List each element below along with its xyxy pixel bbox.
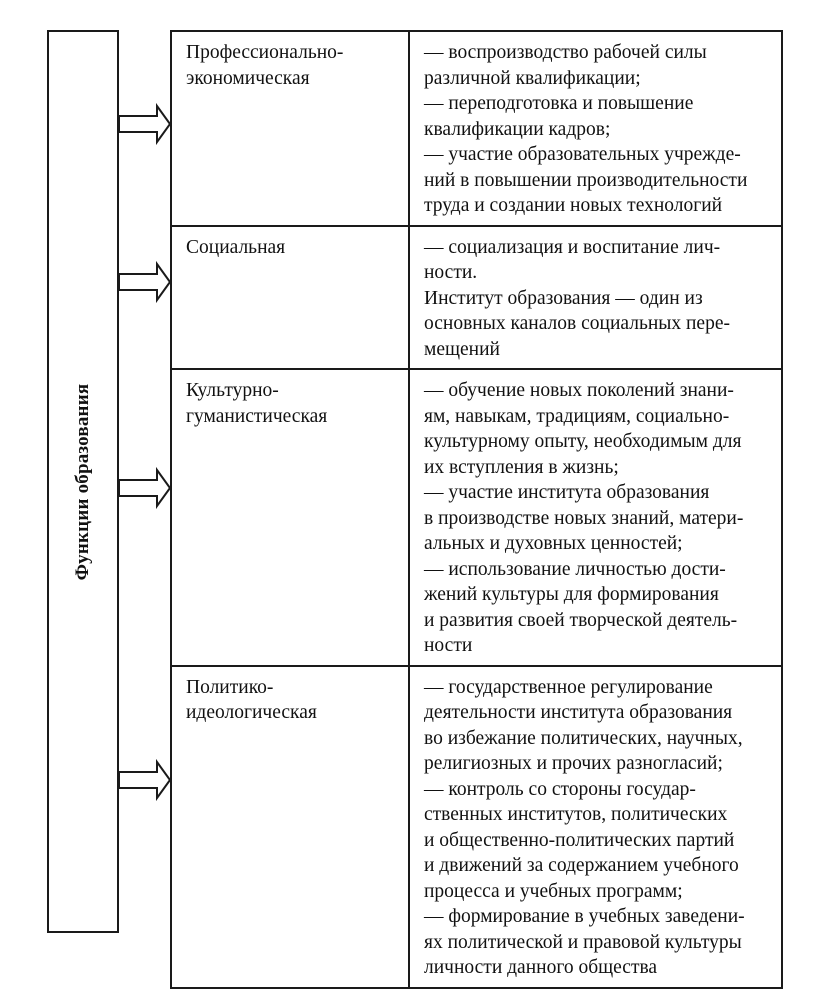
description-line: — участие образовательных учрежде- bbox=[424, 144, 741, 165]
function-description-cell bbox=[409, 226, 782, 370]
description-line: ям, навыкам, традициям, социально- bbox=[424, 405, 730, 427]
description-line: — формирование в учебных заведени- bbox=[424, 906, 745, 927]
function-name-line: экономическая bbox=[186, 67, 310, 89]
description-line: квалификации кадров; bbox=[424, 118, 611, 140]
description-line: — государственное регулирование bbox=[424, 676, 713, 698]
description-line: во избежание политических, научных, bbox=[424, 727, 743, 749]
description-line: альных и духовных ценностей; bbox=[424, 533, 683, 554]
table-row bbox=[171, 666, 782, 988]
function-name-cell bbox=[171, 369, 409, 666]
function-name-line: Культурно- bbox=[186, 380, 279, 401]
description-line: — переподготовка и повышение bbox=[424, 93, 694, 114]
functions-of-education-label: Функции образования bbox=[72, 383, 93, 580]
arrow-right-icon bbox=[119, 470, 170, 506]
description-line: и развития своей творческой деятель- bbox=[424, 609, 738, 631]
function-name-cell bbox=[171, 226, 409, 370]
function-name-line: идеологическая bbox=[186, 702, 317, 723]
description-line: различной квалификации; bbox=[424, 67, 641, 89]
function-description-cell bbox=[409, 369, 782, 666]
arrow-right-icon bbox=[119, 762, 170, 798]
description-line: и общественно-политических партий bbox=[424, 829, 735, 851]
description-line: ний в повышении производительности bbox=[424, 169, 748, 191]
functions-of-education-box bbox=[47, 30, 119, 933]
description-line: личности данного общества bbox=[424, 957, 658, 978]
description-line: ственных институтов, политических bbox=[424, 804, 728, 825]
function-description-cell bbox=[409, 666, 782, 988]
functions-table bbox=[170, 30, 783, 989]
description-line: деятельности института образования bbox=[424, 702, 733, 723]
function-name-cell bbox=[171, 666, 409, 988]
description-line: ности. bbox=[424, 262, 478, 283]
description-line: — использование личностью дости- bbox=[424, 558, 726, 580]
description-line: процесса и учебных программ; bbox=[424, 880, 683, 902]
description-line: — контроль со стороны государ- bbox=[424, 778, 696, 800]
description-line: Институт образования — один из bbox=[424, 287, 703, 309]
description-line: — обучение новых поколений знани- bbox=[424, 380, 734, 401]
arrow-right-icon bbox=[119, 264, 170, 300]
description-line: — воспроизводство рабочей силы bbox=[424, 42, 707, 63]
table-row bbox=[171, 31, 782, 226]
function-description-cell bbox=[409, 31, 782, 226]
description-line: ях политической и правовой культуры bbox=[424, 931, 742, 953]
table-row bbox=[171, 369, 782, 666]
description-line: культурному опыту, необходимым для bbox=[424, 431, 742, 452]
description-line: — участие института образования bbox=[424, 482, 710, 503]
function-name-line: Социальная bbox=[186, 236, 286, 258]
description-line: их вступления в жизнь; bbox=[424, 456, 619, 478]
description-line: религиозных и прочих разногласий; bbox=[424, 753, 723, 774]
arrow-right-icon bbox=[119, 106, 170, 142]
description-line: основных каналов социальных пере- bbox=[424, 313, 730, 334]
description-line: — социализация и воспитание лич- bbox=[424, 236, 721, 258]
function-name-line: Профессионально- bbox=[186, 42, 344, 63]
table-row bbox=[171, 226, 782, 370]
description-line: в производстве новых знаний, матери- bbox=[424, 507, 744, 529]
function-name-cell bbox=[171, 31, 409, 226]
description-line: мещений bbox=[424, 338, 500, 360]
description-line: и движений за содержанием учебного bbox=[424, 855, 739, 876]
function-name-line: Политико- bbox=[186, 676, 274, 698]
description-line: жений культуры для формирования bbox=[424, 584, 719, 605]
function-name-line: гуманистическая bbox=[186, 405, 328, 427]
description-line: труда и создании новых технологий bbox=[424, 195, 723, 216]
description-line: ности bbox=[424, 635, 473, 656]
